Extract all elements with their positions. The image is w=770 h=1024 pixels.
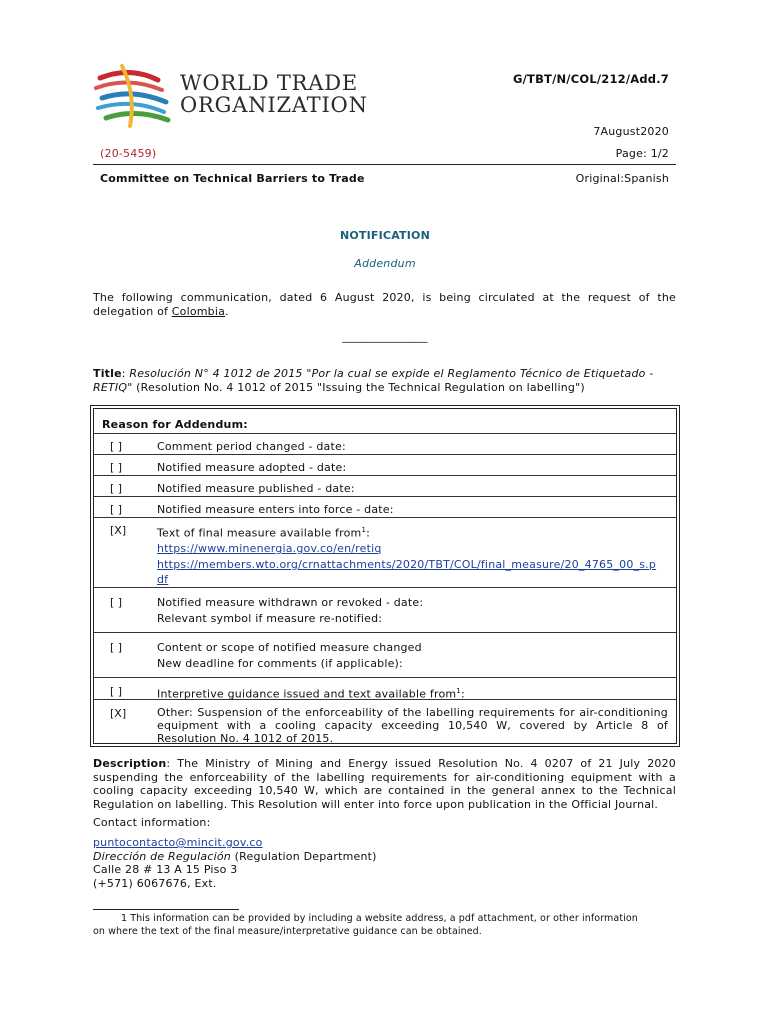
checkbox: [ ]: [110, 461, 123, 474]
description-text: : The Ministry of Mining and Energy issued Resolution No. 4 0207 of 21 July 2020 suspending the enforceability of the labelling requirements for air-conditioning equipment with a cooling capacity exceeding 10,540 W, which are contained in the general annex to the Technical Regulation on labelling. This Resolution will enter into force upon publication in the Official Journal.: [93, 757, 676, 811]
intro-text: The following communication, dated 6 August 2020, is being circulated at the request of the delegation of: [93, 291, 676, 318]
checkbox: [ ]: [110, 596, 123, 609]
reason-table: [90, 405, 680, 747]
reason-heading: Reason for Addendum:: [102, 418, 248, 431]
org-name: [180, 72, 368, 116]
reason-text: Text of final measure available from$^1$: https://www.minenergia.gov.co/en/retiq https://members.wto.org/crnattachments/2020/TBT/COL/final_measure/20_4765_00_s.p df: [157, 526, 657, 587]
reason-row-2: [94, 454, 676, 474]
title-paragraph: Title: Resolución N° 4 1012 de 2015 "Por la cual se expide el Reglamento Técnico de Etiquetado - RETIQ" (Resolution No. 4 1012 of 2015 "Issuing the Technical Regulation on labelling"): [93, 367, 654, 394]
footnote-text: This information can be provided by including a website address, a pdf attachment, or other information on where the text of the final measure/interpretative guidance can be obtained.: [93, 913, 638, 937]
original-language: Original:Spanish: [575, 172, 669, 185]
document-date: 7August2020: [593, 125, 669, 138]
title-english: " (Resolution No. 4 1012 of 2015 "Issuing the Technical Regulation on labelling"): [127, 380, 585, 394]
reason-row-6: [94, 587, 676, 625]
contact-heading: Contact information:: [93, 816, 211, 829]
reason-row-4: [94, 496, 676, 516]
dept-english: (Regulation Department): [230, 849, 377, 863]
reason-row-7: [94, 632, 676, 670]
org-name-line2: ORGANIZATION: [180, 93, 368, 117]
contact-phone: (+571) 6067676, Ext.: [93, 876, 217, 890]
checkbox-checked: [X]: [110, 707, 127, 720]
reason-text: Notified measure withdrawn or revoked - date: Relevant symbol if measure re-notified:: [157, 596, 424, 625]
document-symbol: G/TBT/N/COL/212/Add.7: [512, 72, 669, 86]
footnote-divider: [93, 909, 239, 910]
reason-text: Other: Suspension of the enforceability of the labelling requirements for air-conditioning equipment with a cooling capacity exceeding 10,540 W, covered by Article 8 of Resolution No. 4 1012 of 2015.: [157, 706, 668, 745]
committee-name: Committee on Technical Barriers to Trade: [100, 172, 365, 185]
checkbox: [ ]: [110, 503, 123, 516]
footnote-number: 1: [121, 913, 128, 924]
contact-email-link[interactable]: puntocontacto@mincit.gov.co: [93, 836, 263, 849]
page-number: Page: 1/2: [615, 147, 669, 160]
checkbox: [ ]: [110, 440, 123, 453]
notification-heading: NOTIFICATION: [339, 229, 431, 242]
contact-address: Calle 28 # 13 A 15 Piso 3: [93, 863, 238, 876]
description-label: Description: [93, 757, 167, 770]
org-name-line1: WORLD TRADE: [180, 71, 359, 95]
reason-text: Interpretive guidance issued and text available from$^1$:: [157, 687, 465, 701]
reason-row-1: [94, 433, 676, 453]
reason-row-3: [94, 475, 676, 495]
header-divider: [93, 164, 676, 165]
checkbox: [ ]: [110, 685, 123, 698]
reason-text: Notified measure enters into force - date:: [157, 503, 394, 516]
addendum-subheading: Addendum: [354, 257, 416, 270]
wto-attachment-link-cont[interactable]: df: [157, 573, 169, 587]
reason-row-5: [94, 517, 676, 587]
intro-country: Colombia: [171, 304, 226, 318]
minenergia-link[interactable]: https://www.minenergia.gov.co/en/retiq: [157, 542, 382, 556]
reason-text: Notified measure adopted - date:: [157, 461, 347, 474]
reason-text: Notified measure published - date:: [157, 482, 355, 495]
intro-paragraph: The following communication, dated 6 August 2020, is being circulated at the request of the delegation of Colombia.: [93, 291, 676, 318]
wto-logo-icon: [92, 58, 174, 130]
contact-block: [93, 836, 377, 890]
dept-spanish: Dirección de Regulación: [93, 849, 231, 863]
description-paragraph: [93, 757, 676, 811]
checkbox-checked: [X]: [110, 524, 127, 537]
footnote: [93, 912, 653, 938]
separator-line: _______________: [342, 330, 428, 343]
reason-row-9: [94, 699, 676, 745]
reference-number: (20-5459): [100, 147, 157, 160]
reason-text: Content or scope of notified measure changed New deadline for comments (if applicable):: [157, 641, 422, 670]
reason-row-8: [94, 677, 676, 701]
title-label: Title: [93, 367, 122, 380]
wto-attachment-link[interactable]: https://members.wto.org/crnattachments/2020/TBT/COL/final_measure/20_4765_00_s.p: [157, 557, 657, 571]
checkbox: [ ]: [110, 641, 123, 654]
checkbox: [ ]: [110, 482, 123, 495]
reason-text: Comment period changed - date:: [157, 440, 346, 453]
title-spanish: Resolución N° 4 1012 de 2015 "Por la cual se expide el Reglamento Técnico de Etiquetado - RETIQ: [93, 367, 654, 394]
